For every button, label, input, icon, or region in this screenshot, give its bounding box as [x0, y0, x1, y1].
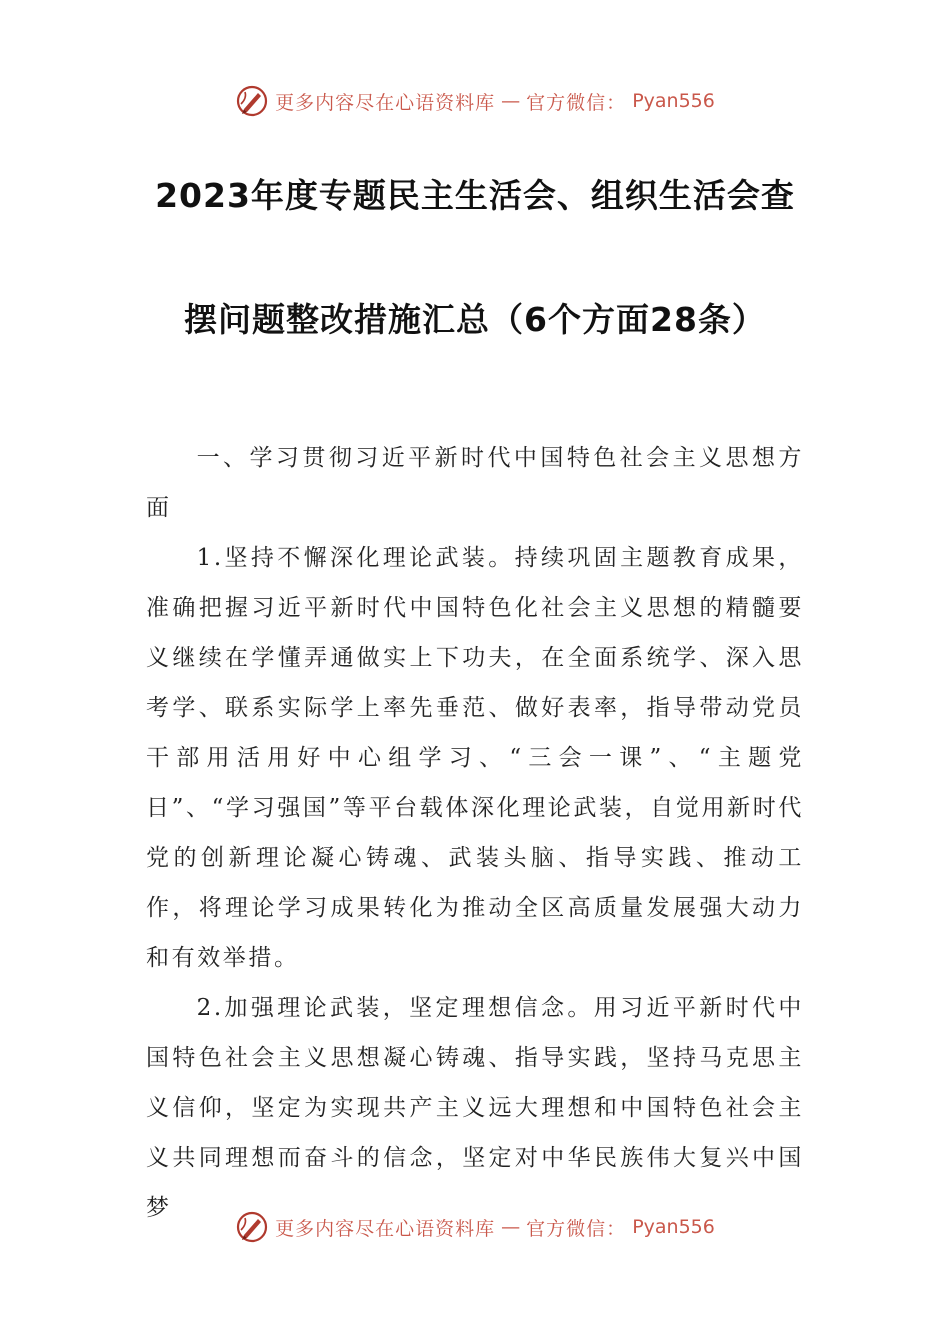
watermark-contact-id: Pyan556	[632, 90, 715, 112]
watermark-contact-id: Pyan556	[632, 1216, 715, 1238]
section-heading: 一、学习贯彻习近平新时代中国特色社会主义思想方面	[146, 445, 804, 521]
pen-logo-icon	[235, 1210, 269, 1244]
paragraph-item-2: 2.加强理论武装，坚定理想信念。用习近平新时代中国特色社会主义思想凝心铸魂、指导实践，坚持马克思主义信仰，坚定为实现共产主义远大理想和中国特色社会主义共同理想而奋斗的信念，坚定对中华民族伟大复兴中国梦	[146, 995, 804, 1221]
watermark-contact-label: 官方微信：	[526, 91, 627, 114]
watermark-text: 更多内容尽在心语资料库	[275, 1217, 496, 1240]
watermark-dash: —	[501, 90, 521, 112]
document-title-line-1: 2023年度专题民主生活会、组织生活会查	[155, 176, 795, 215]
watermark-contact-label: 官方微信：	[526, 1217, 627, 1240]
pen-logo-icon	[235, 84, 269, 118]
watermark-dash: —	[501, 1216, 521, 1238]
watermark-text: 更多内容尽在心语资料库	[275, 91, 496, 114]
document-body	[146, 433, 804, 1233]
document-title-line-2: 摆问题整改措施汇总（6个方面28条）	[184, 300, 766, 339]
paragraph-item-1: 1.坚持不懈深化理论武装。持续巩固主题教育成果，准确把握习近平新时代中国特色化社会主义思想的精髓要义继续在学懂弄通做实上下功夫，在全面系统学、深入思考学、联系实际学上率先垂范、做好表率，指导带动党员干部用活用好中心组学习、“三会一课”、“主题党日”、“学习强国”等平台载体深化理论武装，自觉用新时代党的创新理论凝心铸魂、武装头脑、指导实践、推动工作，将理论学习成果转化为推动全区高质量发展强大动力和有效举措。	[146, 545, 804, 971]
watermark-header	[0, 84, 950, 118]
watermark-footer	[0, 1210, 950, 1244]
